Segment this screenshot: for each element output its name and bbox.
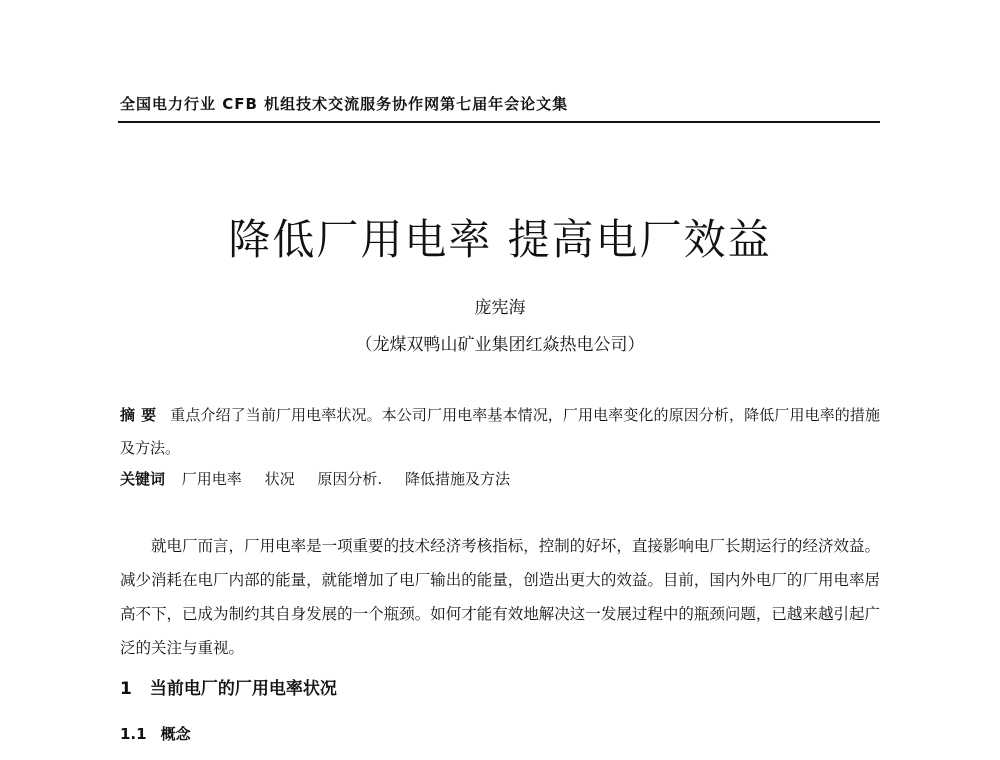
keyword-item: 降低措施及方法 [404, 470, 510, 488]
section-heading [120, 676, 337, 702]
keywords [120, 464, 880, 494]
keyword-item: 状况 [264, 470, 295, 488]
section-title: 当前电厂的厂用电率状况 [149, 679, 337, 699]
subsection-number: 1.1 [120, 725, 147, 743]
abstract [120, 399, 880, 465]
subsection-title: 概念 [160, 725, 191, 743]
header-rule [118, 121, 880, 123]
keywords-label: 关键词 [120, 470, 166, 488]
section-number: 1 [120, 679, 132, 699]
running-header: 全国电力行业 CFB 机组技术交流服务协作网第七届年会论文集 [120, 95, 569, 113]
body-paragraph: 就电厂而言，厂用电率是一项重要的技术经济考核指标，控制的好坏，直接影响电厂长期运行的经济效益。减少消耗在电厂内部的能量，就能增加了电厂输出的能量，创造出更大的效益。目前，国内外电厂的厂用电率居高不下，已成为制约其自身发展的一个瓶颈。如何才能有效地解决这一发展过程中的瓶颈问题，已越来越引起广泛的关注与重视。 [120, 537, 880, 657]
paper-title: 降低厂用电率 提高电厂效益 [228, 215, 772, 264]
author-name: 庞宪海 [474, 298, 526, 318]
keyword-item: 厂用电率 [181, 470, 242, 488]
abstract-label: 摘要 [120, 406, 163, 424]
author-affiliation: （龙煤双鸭山矿业集团红焱热电公司） [355, 335, 645, 355]
abstract-text: 重点介绍了当前厂用电率状况。本公司厂用电率基本情况，厂用电率变化的原因分析，降低厂用电率的措施及方法。 [120, 406, 880, 457]
subsection-heading [120, 723, 191, 745]
keyword-item: 原因分析. [317, 470, 383, 488]
